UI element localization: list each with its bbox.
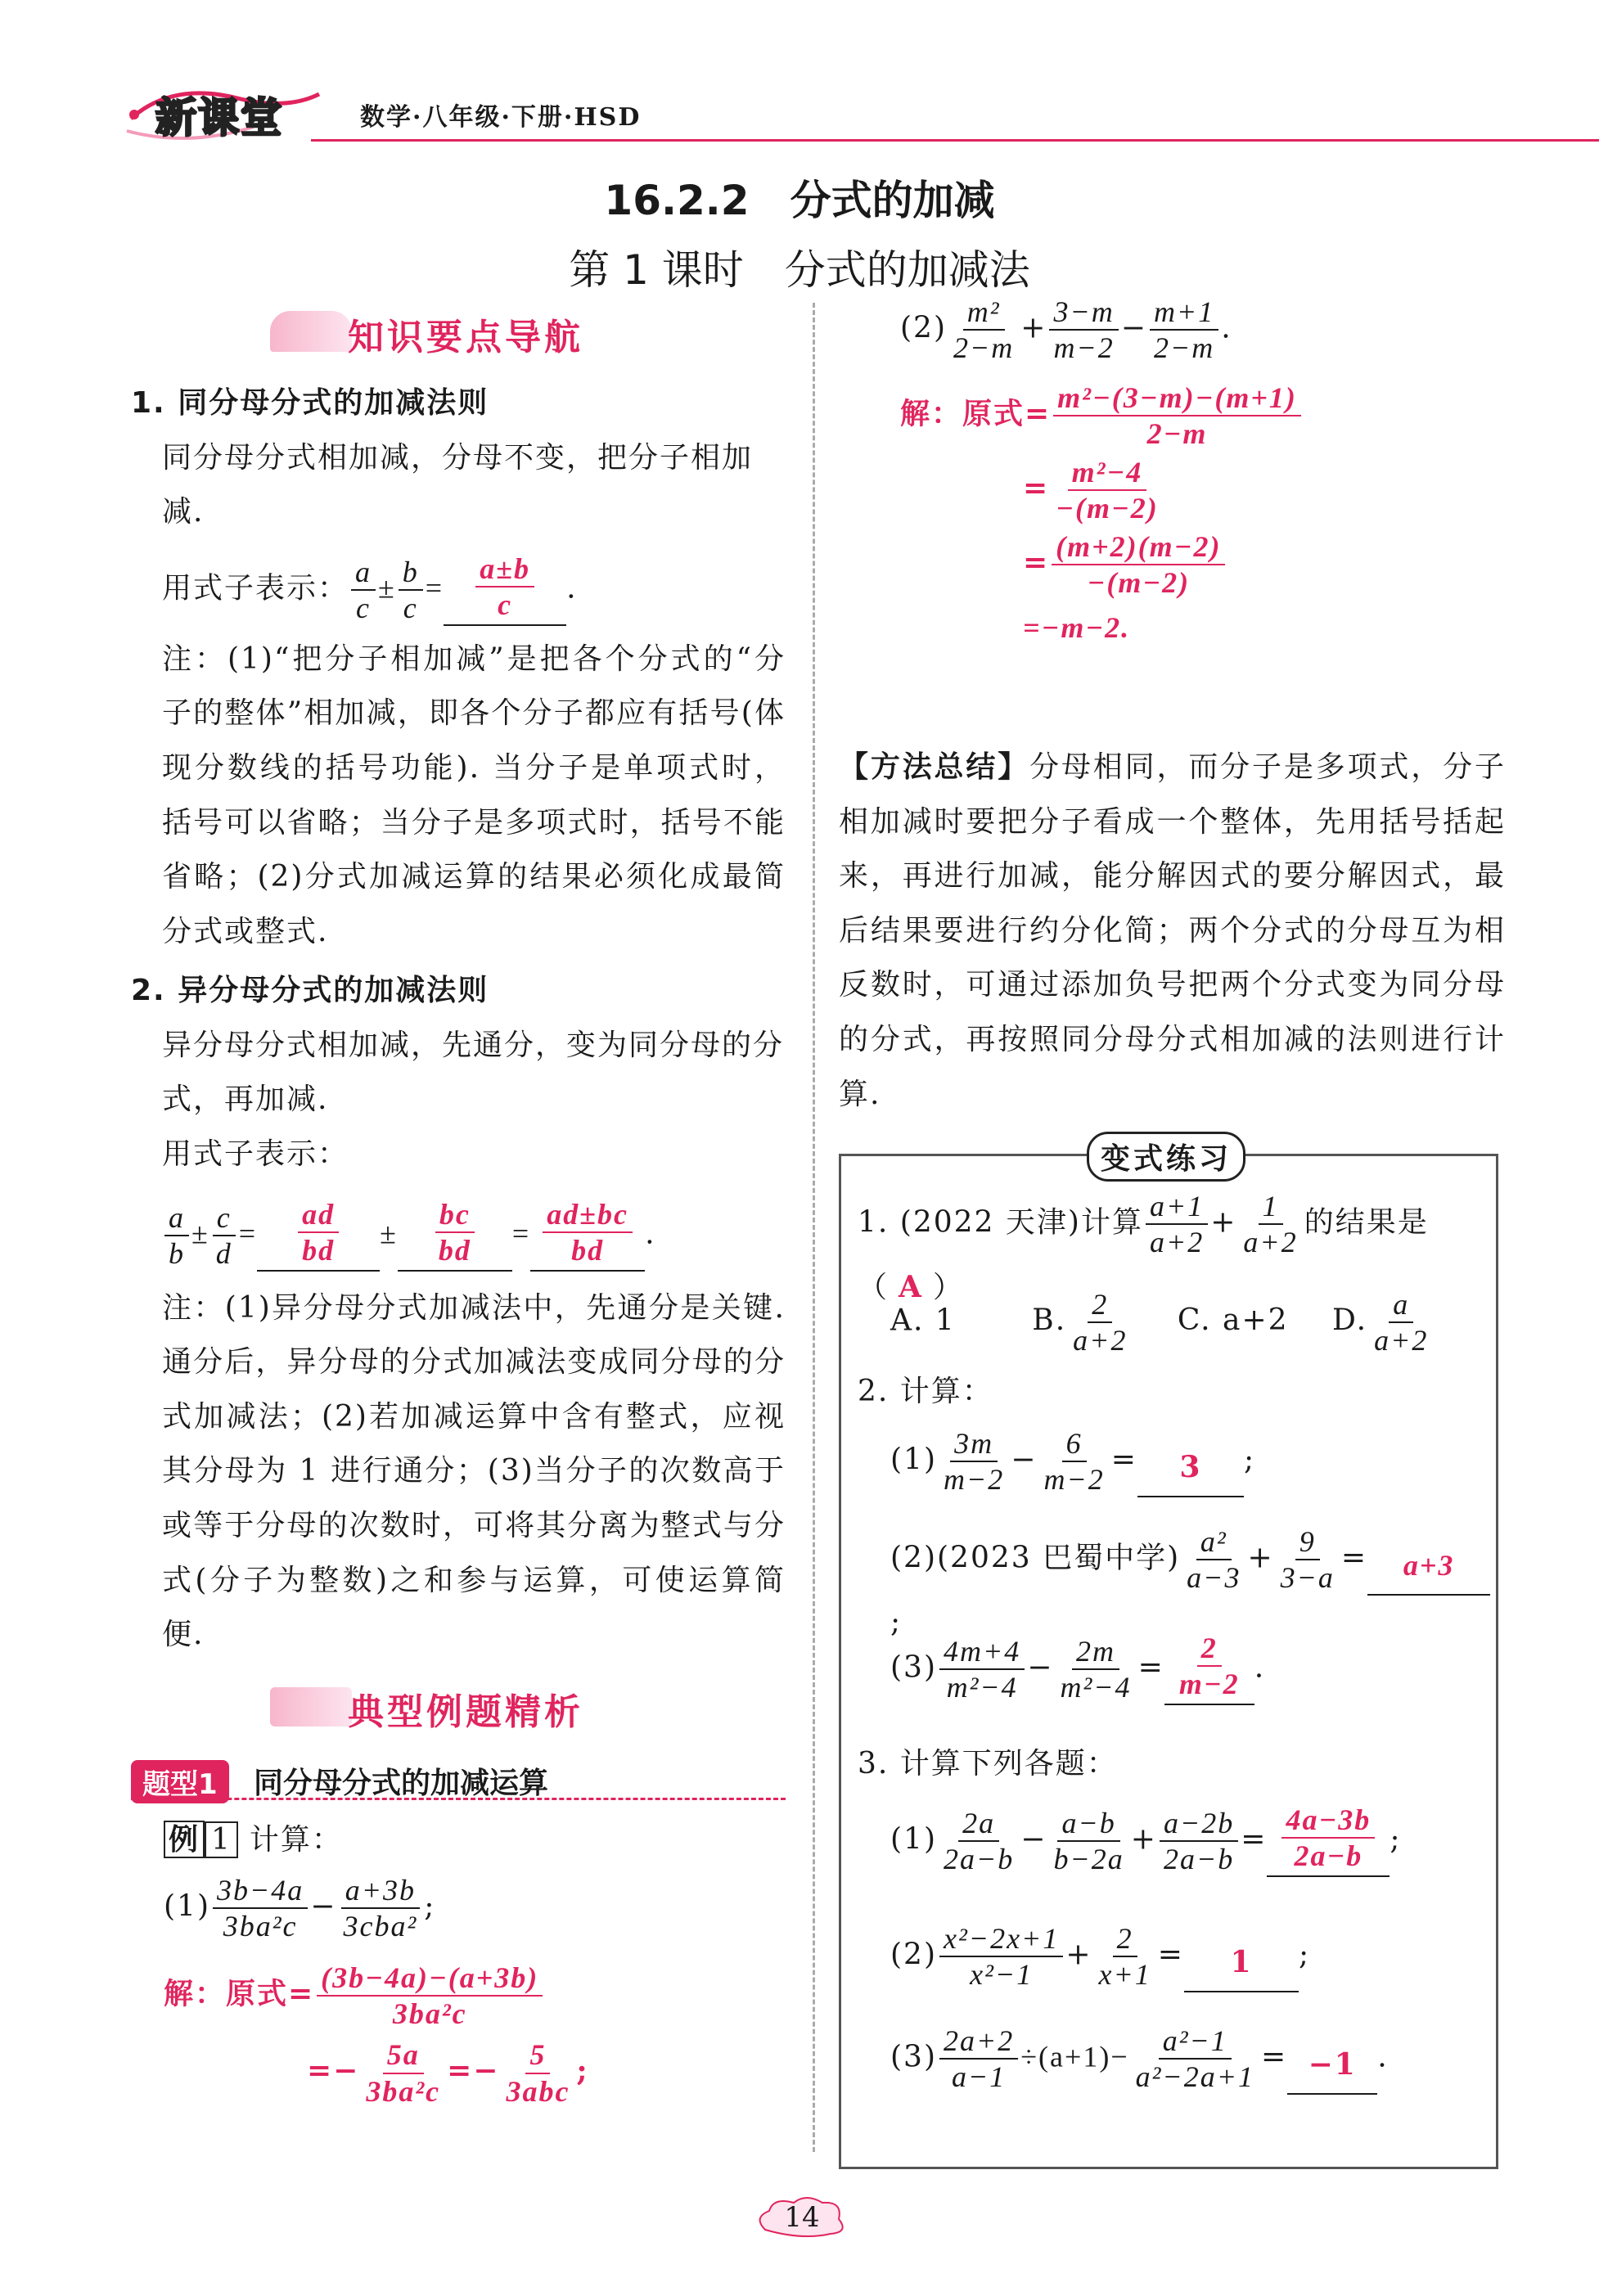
option-d: D. $\frac{a}{a+2}$ bbox=[1332, 1288, 1429, 1357]
answer-blank: $\frac{ad\pm bc}{bd}$ bbox=[530, 1197, 645, 1272]
header-subject: 数学·八年级·下册·HSD bbox=[360, 103, 642, 132]
book-icon bbox=[270, 311, 352, 352]
answer-fraction: $\frac{a\pm b}{c}$ bbox=[475, 551, 534, 623]
rule2-note: 注：(1)异分母分式加减法中，先通分是关键. 通分后，异分母的分式加减法变成同分母的分式加减法；(2)若加减运算中含有整式，应视其分母为 1 进行通分；(3)当分子的次数高于或等于分母的次数时，可将其分离为整式与分式(分子为整数)之和参与运算，可使运算简便. bbox=[162, 1290, 786, 1652]
expr-label: 用式子表示： bbox=[162, 571, 349, 606]
example-label: 例 bbox=[164, 1821, 205, 1858]
rule1-block bbox=[131, 376, 786, 1663]
lesson-title: 16.2.2 分式的加减 bbox=[604, 177, 995, 224]
practice-box bbox=[839, 1142, 1498, 2169]
example1-part2: (2) $\frac{\text{m²}}{2-m}$ + $\frac{3-m}{m-2}$ − $\frac{m+1}{2-m}$ . bbox=[900, 295, 1232, 365]
section-banner-examples bbox=[270, 1677, 646, 1735]
type-title: 同分母分式的加减运算 bbox=[254, 1767, 549, 1800]
practice-q1: 1. (2022 天津)计算 $\frac{a+1}{a+2}$ + $\frac{1}{a+2}$ 的结果是（ A ） bbox=[858, 1190, 1429, 1304]
part2-solution-step4: =−m−2. bbox=[1023, 610, 1131, 644]
rule1-text: 同分母分式相加减，分母不变，把分子相加减. bbox=[162, 440, 754, 529]
section-title: 典型例题精析 bbox=[348, 1691, 583, 1733]
practice-q2-part1: (1) $\frac{3m}{m-2}$ − $\frac{6}{m-2}$ = 3 ; bbox=[890, 1427, 1256, 1497]
answer-blank: 1 bbox=[1184, 1935, 1299, 1992]
answer-blank: $\frac{4a-3b}{2a-b}$ bbox=[1267, 1803, 1390, 1877]
header bbox=[123, 82, 1506, 147]
example1-solution-step1: 解：原式= $\frac{(3b-4a)-(a+3b)}{\text{3ba²c}}$ bbox=[164, 1961, 802, 2032]
rule2-heading: 2. 异分母分式的加减法则 bbox=[131, 974, 489, 1008]
type1-bar bbox=[131, 1755, 786, 1800]
fraction: $\frac{a}{b}$ bbox=[164, 1200, 189, 1272]
example1-block bbox=[164, 1812, 802, 2109]
answer-blank bbox=[444, 551, 566, 626]
fraction: $\frac{a}{c}$ bbox=[351, 555, 376, 626]
answer-blank: $\frac{bc}{bd}$ bbox=[398, 1197, 512, 1272]
answer-blank: $\frac{ad}{bd}$ bbox=[257, 1197, 380, 1272]
header-logo: 新课堂 bbox=[155, 94, 283, 142]
rule1-expression: 用式子表示： $\frac{a}{c}$ ± $\frac{b}{c}$ = $\frac{a\pm b}{c}$ . bbox=[162, 551, 578, 625]
part2-solution-step1: 解：原式= $\frac{\text{m²−(3−m)−(m+1)}}{2-m}$ bbox=[900, 380, 1506, 452]
example1-solution-step2: =− $\frac{5a}{\text{3ba²c}}$ =− 5 3abc ; bbox=[307, 2038, 589, 2108]
method-summary bbox=[839, 741, 1506, 1122]
practice-title: 变式练习 bbox=[1087, 1132, 1245, 1182]
practice-q3-part3: (3) $\frac{2a+2}{a-1}$ ÷(a+1)− $\frac{\text{a²−1}}{\text{a²−2a+1}}$ = −1 . bbox=[890, 2024, 1389, 2094]
answer-blank: −1 bbox=[1287, 2037, 1377, 2095]
answer-blank: $\frac{2}{m-2}$ bbox=[1164, 1631, 1254, 1705]
page-number-badge bbox=[753, 2193, 851, 2242]
example1-part1: (1) $\frac{3b-4a}{\text{3ba²c}}$ − a+3b 3cba² ; bbox=[164, 1873, 436, 1943]
fraction: $\frac{c}{d}$ bbox=[212, 1200, 236, 1272]
column-divider bbox=[813, 303, 815, 2152]
practice-q3-part1: (1) $\frac{2a}{2a-b}$ − $\frac{a-b}{b-2a}$ + $\frac{a-2b}{2a-b}$ = $\frac{4a-3b}{2a-b}$ ; bbox=[890, 1803, 1402, 1876]
section-title: 知识要点导航 bbox=[348, 317, 583, 358]
practice-q2-part2: (2)(2023 巴蜀中学) $\frac{\text{a²}}{a-3}$ + $\frac{9}{3-a}$ = a+3; bbox=[890, 1524, 1496, 1650]
fraction: $\frac{b}{c}$ bbox=[399, 555, 423, 626]
type-badge: 题型1 bbox=[131, 1760, 229, 1803]
practice-q3-stem: 3. 计算下列各题： bbox=[858, 1747, 1118, 1781]
rule2-expr-label: 用式子表示： bbox=[162, 1137, 349, 1172]
example1-part2-block bbox=[900, 295, 1506, 655]
summary-label: 【方法总结】 bbox=[839, 750, 1030, 784]
option-b: B. $\frac{2}{a+2}$ bbox=[1032, 1288, 1128, 1357]
practice-q2-stem: 2. 计算： bbox=[858, 1375, 993, 1408]
books-icon bbox=[270, 1687, 352, 1727]
answer-blank: a+3 bbox=[1367, 1538, 1490, 1596]
part2-solution-step2: = $\frac{\text{m²−4}}{-(m-2)}$ bbox=[1023, 455, 1159, 525]
rule2-text: 异分母分式相加减，先通分，变为同分母的分式，再加减. bbox=[162, 1028, 785, 1117]
summary-text: 分母相同，而分子是多项式，分子相加减时要把分子看成一个整体，先用括号括起来，再进行加减，能分解因式的要分解因式，最后结果要进行约分化简；两个分式的分母互为相反数时，可通过添加负号把两个分式变为同分母的分式，再按照同分母分式相加减的法则进行计算. bbox=[839, 750, 1506, 1111]
section-banner-knowledge bbox=[270, 303, 622, 360]
rule1-heading: 1. 同分母分式的加减法则 bbox=[131, 386, 489, 420]
example-text: 计算： bbox=[249, 1823, 343, 1857]
practice-q2-part3: (3) $\frac{4m+4}{\text{m²−4}}$ − $\frac{2m}{\text{m²−4}}$ = $\frac{2}{m-2}$ . bbox=[890, 1632, 1266, 1704]
page-number: 14 bbox=[784, 2201, 820, 2234]
header-rule bbox=[311, 139, 1599, 142]
lesson-subtitle: 第 1 课时 分式的加减法 bbox=[569, 246, 1030, 294]
option-c: C. a+2 bbox=[1177, 1303, 1289, 1338]
example-header: 例 1 计算： bbox=[164, 1812, 802, 1868]
q1-answer: A bbox=[899, 1269, 923, 1304]
practice-q1-options bbox=[890, 1287, 1496, 1358]
rule2-expression: $\frac{a}{b}$ ± $\frac{c}{d}$ = $\frac{ad}{bd}$ ± $\frac{bc}{bd}$ = $\frac{ad\pm bc}{bd}$ . bbox=[131, 1197, 786, 1272]
option-a: A. 1 bbox=[890, 1303, 956, 1338]
answer-blank: 3 bbox=[1137, 1440, 1244, 1497]
practice-q3-part2: (2) $\frac{\text{x²−2x+1}}{\text{x²−1}}$ + $\frac{2}{x+1}$ = 1 ; bbox=[890, 1922, 1311, 1992]
part2-solution-step3: = $\frac{(m+2)(m-2)}{-(m-2)}$ bbox=[900, 529, 1506, 601]
rule1-note: 注：(1)“把分子相加减”是把各个分式的“分子的整体”相加减，即各个分子都应有括号(体现分数线的括号功能). 当分子是单项式时，括号可以省略；当分子是多项式时，括号不能省略；(2)分式加减运算的结果必须化成最简分式或整式. bbox=[162, 642, 786, 948]
